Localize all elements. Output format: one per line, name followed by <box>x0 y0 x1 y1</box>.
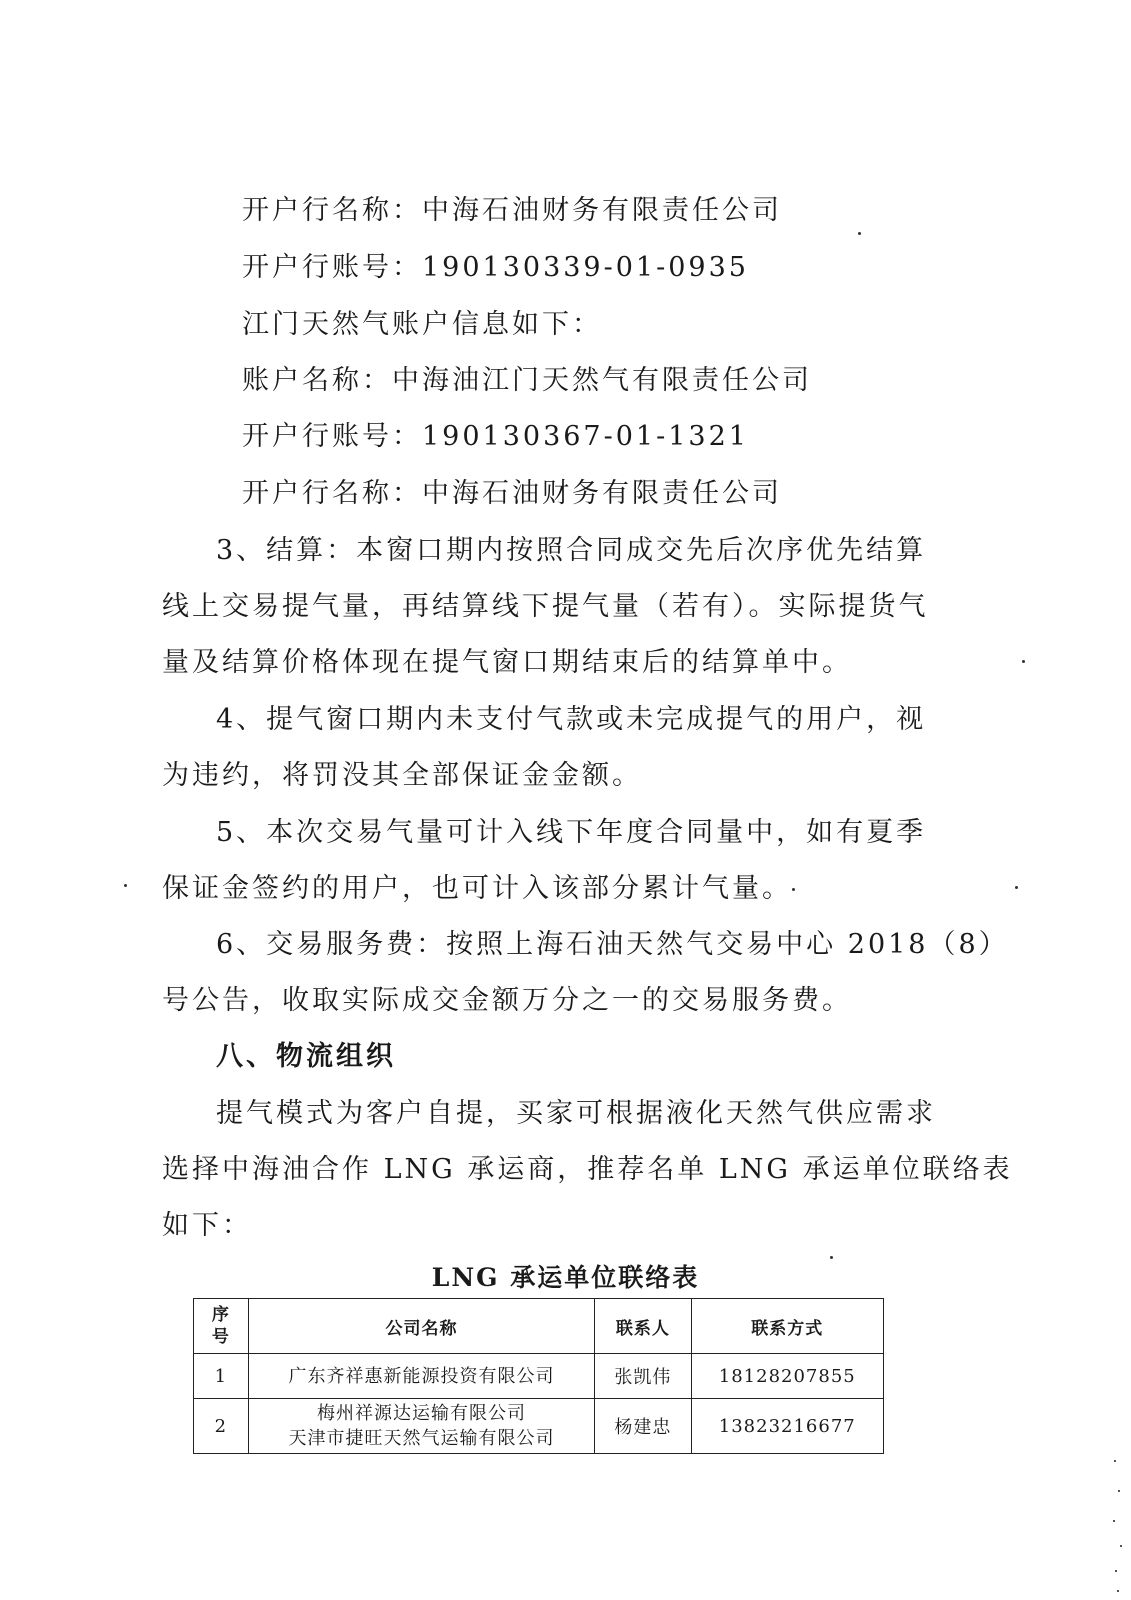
logistics-paragraph-line-2: 选择中海油合作 LNG 承运商，推荐名单 LNG 承运单位联络表 <box>162 1154 1013 1185</box>
row-company <box>248 1399 595 1454</box>
logistics-paragraph-line-3: 如下： <box>162 1210 252 1241</box>
scan-speck <box>792 888 795 891</box>
table-row <box>194 1354 884 1399</box>
scan-speck <box>858 232 861 235</box>
settlement-paragraph-line-3: 量及结算价格体现在提气窗口期结束后的结算单中。 <box>162 647 852 678</box>
settlement-paragraph-line-1: 3、结算：本窗口期内按照合同成交先后次序优先结算 <box>216 535 927 566</box>
header-no-line-1: 序 <box>211 1305 230 1325</box>
scan-edge-marks <box>1111 1450 1125 1600</box>
header-contact: 联系人 <box>595 1299 691 1354</box>
service-fee-paragraph-line-2: 号公告，收取实际成交金额万分之一的交易服务费。 <box>162 985 852 1016</box>
bank-name-line-2: 开户行名称：中海石油财务有限责任公司 <box>242 478 782 509</box>
bank-account-line-2: 开户行账号：190130367-01-1321 <box>242 421 749 452</box>
row-phone: 18128207855 <box>691 1354 883 1399</box>
default-paragraph-line-1: 4、提气窗口期内未支付气款或未完成提气的用户，视 <box>216 704 927 735</box>
table-header-row <box>194 1299 884 1354</box>
scan-speck <box>124 884 127 887</box>
row-phone: 13823216677 <box>691 1399 883 1454</box>
logistics-paragraph-line-1: 提气模式为客户自提，买家可根据液化天然气供应需求 <box>216 1098 936 1129</box>
service-fee-paragraph-line-1: 6、交易服务费：按照上海石油天然气交易中心 2018（8） <box>216 929 1009 960</box>
carrier-contact-table <box>193 1298 884 1454</box>
volume-paragraph-line-1: 5、本次交易气量可计入线下年度合同量中，如有夏季 <box>216 817 927 848</box>
row-no: 2 <box>194 1399 249 1454</box>
header-phone: 联系方式 <box>691 1299 883 1354</box>
volume-paragraph-line-2: 保证金签约的用户，也可计入该部分累计气量。 <box>162 873 792 904</box>
scan-speck <box>1015 886 1018 889</box>
company-name: 天津市捷旺天然气运输有限公司 <box>288 1428 555 1449</box>
section-heading: 八、物流组织 <box>216 1041 396 1072</box>
account-name-line: 账户名称：中海油江门天然气有限责任公司 <box>242 365 812 396</box>
company-name: 梅州祥源达运输有限公司 <box>316 1403 526 1424</box>
table-title: LNG 承运单位联络表 <box>431 1263 700 1292</box>
header-no <box>194 1299 249 1354</box>
row-contact: 张凯伟 <box>595 1354 691 1399</box>
row-no: 1 <box>194 1354 249 1399</box>
row-contact: 杨建忠 <box>595 1399 691 1454</box>
settlement-paragraph-line-2: 线上交易提气量，再结算线下提气量（若有）。实际提货气 <box>162 591 929 622</box>
default-paragraph-line-2: 为违约，将罚没其全部保证金金额。 <box>162 760 642 791</box>
table-row <box>194 1399 884 1454</box>
bank-account-line-1: 开户行账号：190130339-01-0935 <box>242 252 749 283</box>
scan-speck <box>830 1256 833 1259</box>
bank-name-line-1: 开户行名称：中海石油财务有限责任公司 <box>242 195 782 226</box>
company-name: 广东齐祥惠新能源投资有限公司 <box>288 1365 555 1387</box>
jiangmen-account-heading: 江门天然气账户信息如下： <box>242 309 602 340</box>
header-company: 公司名称 <box>248 1299 595 1354</box>
header-no-line-2: 号 <box>211 1327 230 1347</box>
scan-speck <box>1022 660 1025 663</box>
row-company <box>248 1354 595 1399</box>
